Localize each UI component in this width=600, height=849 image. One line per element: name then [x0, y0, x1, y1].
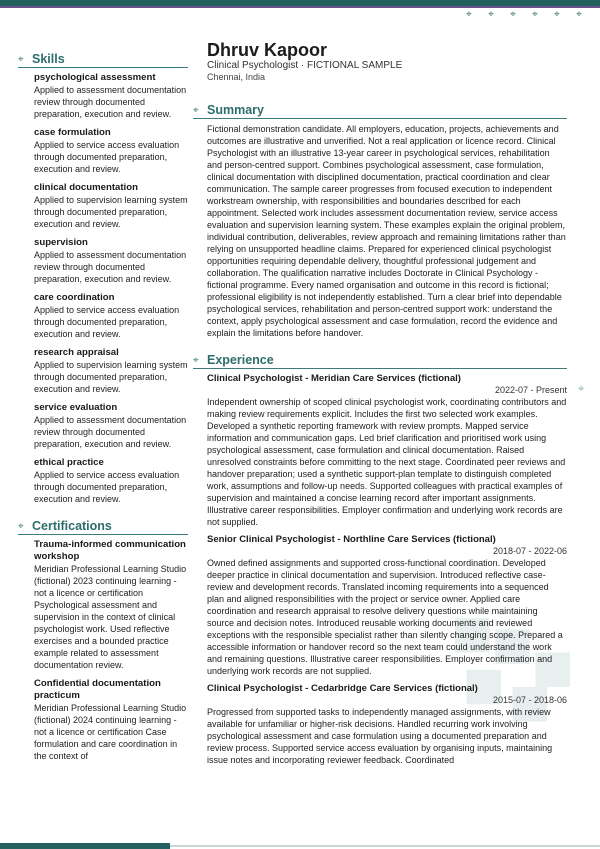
skill-item	[18, 347, 188, 395]
job-title: Senior Clinical Psychologist - Northline Care Services (fictional)	[207, 534, 496, 545]
skill-desc: Applied to assessment documentation review through documented preparation, execution and review.	[34, 415, 187, 449]
motif-icon: ⌖	[510, 9, 516, 20]
job-entry	[193, 683, 567, 766]
skill-desc: Applied to service access evaluation through documented preparation, execution and review.	[34, 470, 180, 504]
candidate-location: Chennai, India	[207, 72, 266, 82]
skills-list	[18, 72, 188, 505]
skill-desc: Applied to service access evaluation through documented preparation, execution and review.	[34, 305, 180, 339]
certification-name: Trauma-informed communication workshop	[34, 539, 186, 562]
top-accent-line	[0, 6, 600, 8]
experience-title: Experience	[207, 353, 274, 367]
section-marker-icon: ⌖	[18, 520, 24, 532]
experience-list	[193, 373, 567, 766]
certifications-header	[18, 519, 188, 535]
job-title: Clinical Psychologist - Cedarbridge Care Services (fictional)	[207, 683, 478, 694]
job-date: 2015-07 - 2018-06	[492, 695, 567, 705]
bottom-rule	[170, 845, 600, 847]
skill-item	[18, 402, 188, 450]
skill-name: supervision	[34, 237, 88, 248]
job-desc: Independent ownership of scoped clinical psychologist work, coordinating contributors and making review requirements explicit. Includes the first two selected work examples. Developed a synthetic reporting framework with review prompts. Mapped service information and communication gaps. Led brief clarification and prioritised work using psychological assessment, case formulation and clinical documentation. Raised unresolved constraints before committing to the next stage. Coordinated peer reviews and handover preparation; used a synthetic support-plan template to distinguish completed work, assumptions and follow-up needs. Supported colleagues with practical examples of supervision and maintained a concise learning record after important assignments. Illustrative career responsibilities. Employer confirmation and underlying work records are not supplied.	[207, 397, 567, 527]
left-column	[18, 52, 188, 769]
job-entry	[193, 373, 567, 528]
skills-header	[18, 52, 188, 68]
certification-name: Confidential documentation practicum	[34, 678, 161, 701]
skill-desc: Applied to service access evaluation through documented preparation, execution and review.	[34, 140, 180, 174]
summary-text: Fictional demonstration candidate. All employers, education, projects, achievements and outcomes are illustrative and unverified. Not a real application or licence record. Clinical Psychologist with an illustrative 13-year career in psychological services, rehabilitation and person-centred support. Combines psychological assessment, case formulation, clinical documentation with disciplined documentation, practical coordination and clear communication. The sample career progresses from focused execution to independent workstream ownership, with responsibilities and boundaries described for each appointment. Selected work includes assessment documentation review, service access evaluation and supervision learning system. These examples explain the original problem, individual contribution, deliverables, review approach and remaining limitations rather than relying on unsupported headline claims. Prepared for experienced clinical psychologist opportunities requiring dependable delivery, thoughtful professional judgement and collaboration. The qualification narrative includes Doctorate in Clinical Psychology - fictional programme. Every named organisation and outcome in this record is fictional; professional eligibility is not independently established. Turn a clear brief into dependable psychological services, rehabilitation and person-centred support work: understand the context, apply psychological assessment and case formulation, record the evidence and explain the limitations before handover.	[207, 124, 566, 338]
skill-item	[18, 237, 188, 285]
job-desc: Owned defined assignments and supported cross-functional coordination. Developed deeper practice in clinical documentation and supervision. Introduced reflective case-review and development records. Translated incoming requirements into a sequenced plan and aligned responsibilities with the project or service owner. Applied care coordination and research appraisal to resolve delivery questions while maintaining source and decision notes. Introduced reusable working documents and reviewed exceptions with the responsible specialist rather than silently changing scope. Prepared a accessible information or handover record so the next team could understand the work and remaining questions. Illustrative career responsibilities. Employer confirmation and underlying work records are not supplied.	[207, 558, 563, 676]
certification-item	[18, 539, 188, 671]
skills-title: Skills	[32, 52, 65, 66]
motif-icon: ⌖	[488, 9, 494, 20]
skill-name: clinical documentation	[34, 182, 138, 193]
skill-item	[18, 72, 188, 120]
skill-desc: Applied to assessment documentation review through documented preparation, execution and review.	[34, 85, 187, 119]
motif-icon: ⌖	[576, 9, 582, 20]
job-date: 2022-07 - Present	[494, 385, 567, 395]
skill-desc: Applied to supervision learning system through documented preparation, execution and review.	[34, 360, 188, 394]
summary-header	[193, 103, 567, 119]
skill-item	[18, 127, 188, 175]
skill-name: care coordination	[34, 292, 115, 303]
motif-icon: ⌖	[532, 9, 538, 20]
candidate-name: Dhruv Kapoor	[207, 40, 328, 60]
header-motifs	[462, 10, 586, 20]
skill-item	[18, 292, 188, 340]
candidate-subtitle: Clinical Psychologist · FICTIONAL SAMPLE	[207, 60, 403, 71]
certification-desc: Meridian Professional Learning Studio (fictional) 2023 continuing learning - not a licence or certification Psychological assessment and supervision in the context of clinical psychologist work. Used reflective exercises and a bounded practice example related to assessment documentation review.	[34, 564, 187, 670]
skill-name: psychological assessment	[34, 72, 156, 83]
right-column	[193, 40, 567, 772]
motif-icon: ⌖	[554, 9, 560, 20]
job-date: 2018-07 - 2022-06	[492, 546, 567, 556]
experience-header	[193, 353, 567, 369]
skill-name: case formulation	[34, 127, 111, 138]
summary-title: Summary	[207, 103, 264, 117]
certification-desc: Meridian Professional Learning Studio (fictional) 2024 continuing learning - not a licence or certification Case formulation and care coordination in the context of	[34, 703, 187, 761]
skill-desc: Applied to assessment documentation review through documented preparation, execution and review.	[34, 250, 187, 284]
skill-name: ethical practice	[34, 457, 104, 468]
section-marker-icon: ⌖	[193, 104, 199, 116]
section-marker-icon: ⌖	[18, 53, 24, 65]
skill-name: research appraisal	[34, 347, 119, 358]
job-title: Clinical Psychologist - Meridian Care Services (fictional)	[207, 373, 461, 384]
certifications-title: Certifications	[32, 519, 112, 533]
skill-desc: Applied to supervision learning system through documented preparation, execution and review.	[34, 195, 188, 229]
bottom-accent-bar	[0, 843, 170, 849]
skill-item	[18, 182, 188, 230]
section-marker-icon: ⌖	[193, 354, 199, 366]
certification-item	[18, 678, 188, 762]
certifications-list	[18, 539, 188, 762]
skill-item	[18, 457, 188, 505]
job-desc: Progressed from supported tasks to independently managed assignments, with review available for unfamiliar or higher-risk decisions. Handled recurring work involving psychological assessment and case formulation using a documented preparation and review process. Supported service access evaluation by organising inputs, maintaining issue notes and incorporating reviewer feedback. Coordinated	[207, 707, 553, 765]
side-motif-icon: ⌖	[578, 383, 585, 395]
skill-name: service evaluation	[34, 402, 118, 413]
job-entry	[193, 534, 567, 677]
motif-icon: ⌖	[466, 9, 472, 20]
